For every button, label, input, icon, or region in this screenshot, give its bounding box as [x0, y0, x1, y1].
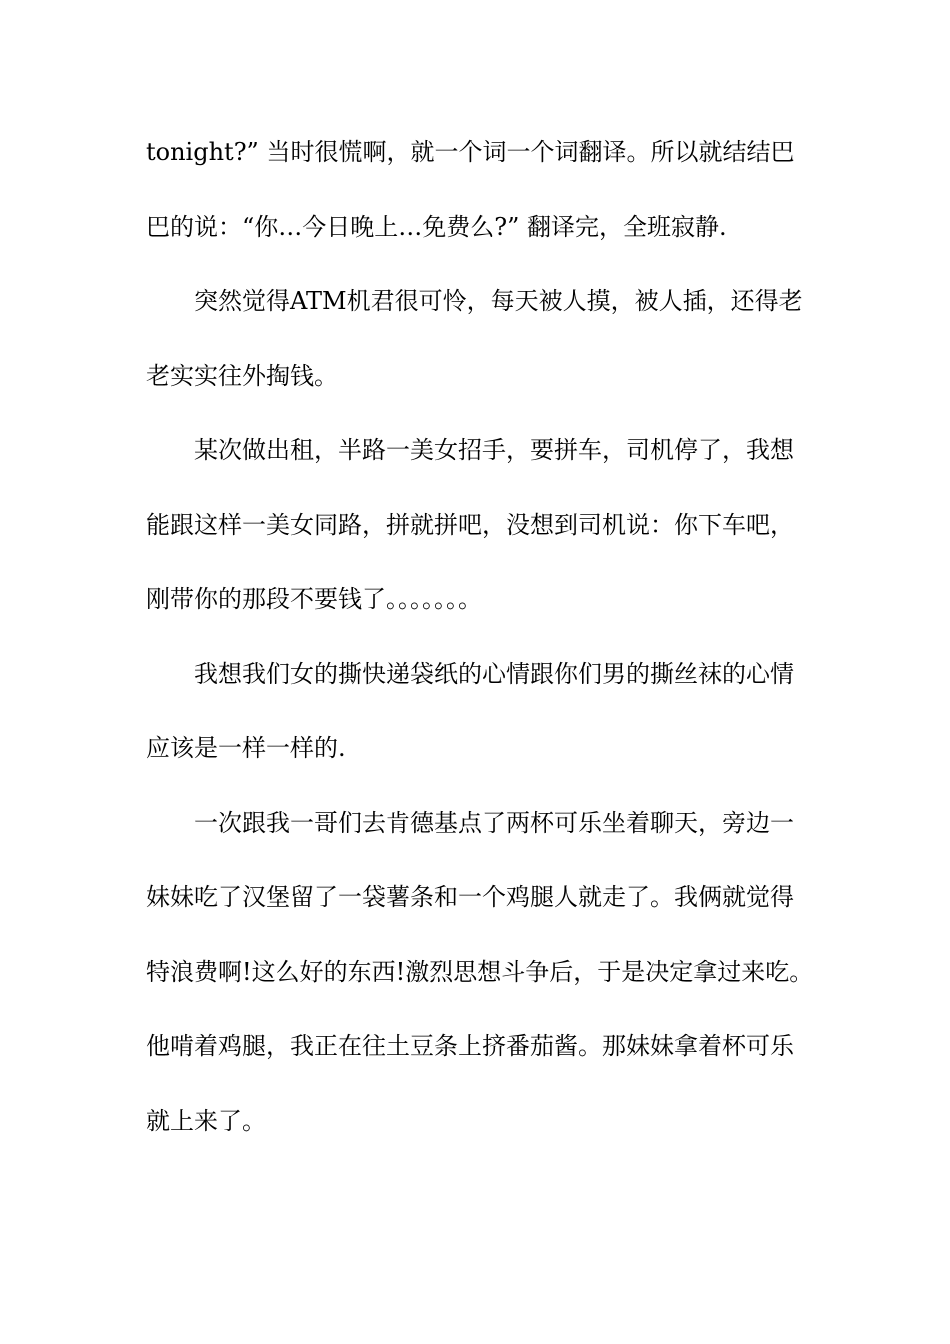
paragraph-5-line-2: 妹妹吃了汉堡留了一袋薯条和一个鸡腿人就走了。我俩就觉得 — [146, 883, 794, 911]
paragraph-3-line-1: 某次做出租，半路一美女招手，要拼车，司机停了，我想 — [194, 436, 794, 464]
paragraph-5-line-1: 一次跟我一哥们去肯德基点了两杯可乐坐着聊天，旁边一 — [194, 809, 794, 837]
paragraph-5-line-3: 特浪费啊!这么好的东西!激烈思想斗争后，于是决定拿过来吃。 — [146, 958, 814, 986]
paragraph-3-line-2: 能跟这样一美女同路，拼就拼吧，没想到司机说：你下车吧， — [146, 511, 794, 539]
paragraph-2-line-1: 突然觉得ATM机君很可怜，每天被人摸，被人插，还得老 — [194, 287, 803, 315]
paragraph-1-line-2: 巴的说：“你…今日晚上…免费么?” 翻译完，全班寂静. — [146, 213, 727, 241]
paragraph-4-line-2: 应该是一样一样的. — [146, 734, 346, 762]
paragraph-2-line-2: 老实实往外掏钱。 — [146, 362, 338, 390]
paragraph-5-line-4: 他啃着鸡腿，我正在往土豆条上挤番茄酱。那妹妹拿着杯可乐 — [146, 1032, 794, 1060]
paragraph-1-line-1: tonight?” 当时很慌啊，就一个词一个词翻译。所以就结结巴 — [146, 138, 795, 166]
paragraph-3-line-3: 刚带你的那段不要钱了。。。。。。。 — [146, 585, 482, 613]
paragraph-4-line-1: 我想我们女的撕快递袋纸的心情跟你们男的撕丝袜的心情 — [194, 660, 794, 688]
paragraph-5-line-5: 就上来了。 — [146, 1107, 266, 1135]
